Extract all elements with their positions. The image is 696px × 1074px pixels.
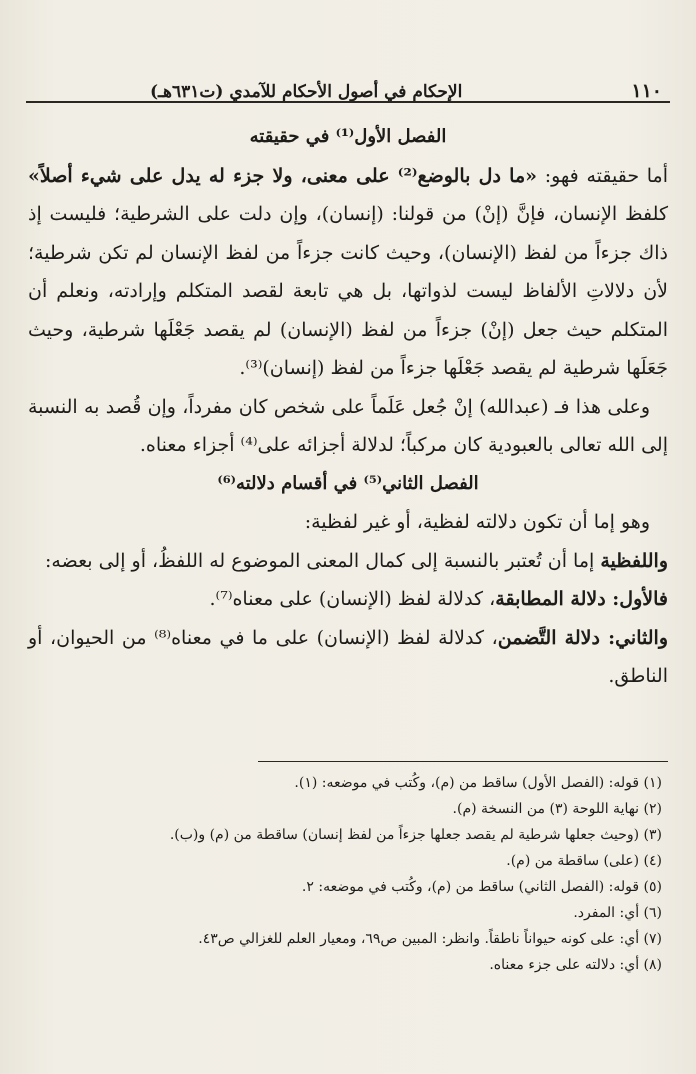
footnote-4: (٤) (على) ساقطة من (م).: [506, 853, 662, 869]
term-inclusion: والثاني: دلالة التَّضمن: [497, 626, 668, 649]
term-verbal: واللفظية: [600, 549, 668, 572]
chapter-heading-1: الفصل الأول⁽¹⁾ في حقيقته: [249, 126, 447, 147]
footnote-5: (٥) قوله: (الفصل الثاني) ساقط من (م)، وكُتب في موضعه: ٢.: [301, 879, 662, 895]
paragraph-lead: أما حقيقته فهو:: [537, 164, 668, 187]
paragraph-types: وهو إما أن تكون دلالته لفظية، أو غير لفظية:: [304, 511, 650, 533]
paragraph-rest: ، كدلالة لفظ (الإنسان) على معناه⁽⁷⁾.: [209, 588, 496, 610]
footnotes: [28, 770, 662, 978]
paragraph-rest: إما أن تُعتبر بالنسبة إلى كمال المعنى الموضوع له اللفظُ، أو إلى بعضه:: [45, 549, 601, 572]
main-text: [28, 118, 668, 696]
footnote-divider: [258, 761, 668, 762]
footnote-3: (٣) (وحيث جعلها شرطية لم يقصد جعلها جزءاً من لفظ إنسان) ساقطة من (م) و(ب).: [169, 827, 662, 843]
paragraph-abdullah: وعلى هذا فـ (عبدالله) إنْ جُعل عَلَماً على شخص كان مفرداً، وإن قُصد به النسبة إلى الله تعالى بالعبودية كان مركباً؛ لدلالة أجزائه على⁽⁴⁾ أجزاء معناه.: [28, 395, 668, 456]
paragraph-rest: كلفظ الإنسان، فإنَّ (إنْ) من قولنا: (إنسان)، وإن دلت على الشرطية؛ فليست إذ ذاك جزءاً من لفظ (الإنسان)، وحيث كانت جزءاً من لفظ الإنسان لم تكن شرطية؛ لأن دلالاتِ الألفاظ ليست لذواتها، بل هي تابعة لقصد المتكلم وإرادته، ونعلم أن المتكلم حيث جعل (إنْ) جزءاً من لفظ (الإنسان) لم يقصد جَعْلَها شرطية، وحيث جَعَلَها شرطية لم يقصد جَعْلَها جزءاً من لفظ (إنسان)⁽³⁾.: [28, 203, 668, 379]
term-correspondence: فالأول: دلالة المطابقة: [495, 588, 668, 610]
paragraph-definition: [28, 157, 668, 388]
footnote-1: (١) قوله: (الفصل الأول) ساقط من (م)، وكُتب في موضعه: (١).: [294, 775, 662, 791]
page-number: ١١٠: [631, 80, 662, 102]
running-title: الإحكام في أصول الأحكام للآمدي (ت٦٣١هـ): [150, 82, 463, 102]
paragraph-rest: ، كدلالة لفظ (الإنسان) على ما في معناه⁽⁸⁾ من الحيوان، أو الناطق.: [28, 626, 668, 687]
paragraph-verbal: [28, 542, 668, 581]
header-divider: [26, 101, 670, 103]
footnote-2: (٢) نهاية اللوحة (٣) من النسخة (م).: [452, 801, 662, 817]
footnote-7: (٧) أي: على كونه حيواناً ناطقاً. وانظر: المبين ص٦٩، ومعيار العلم للغزالي ص٤٣.: [198, 931, 662, 947]
page-header: [24, 66, 670, 102]
chapter-heading-2: الفصل الثاني⁽⁵⁾ في أقسام دلالته⁽⁶⁾: [217, 472, 479, 494]
footnote-6: (٦) أي: المفرد.: [573, 905, 662, 921]
paragraph-first: [28, 580, 668, 619]
paragraph-second: [28, 619, 668, 696]
footnote-8: (٨) أي: دلالته على جزء معناه.: [489, 957, 662, 973]
definition-text: «ما دل بالوضع⁽²⁾ على معنى، ولا جزء له يدل على شيء أصلاً»: [28, 164, 538, 187]
